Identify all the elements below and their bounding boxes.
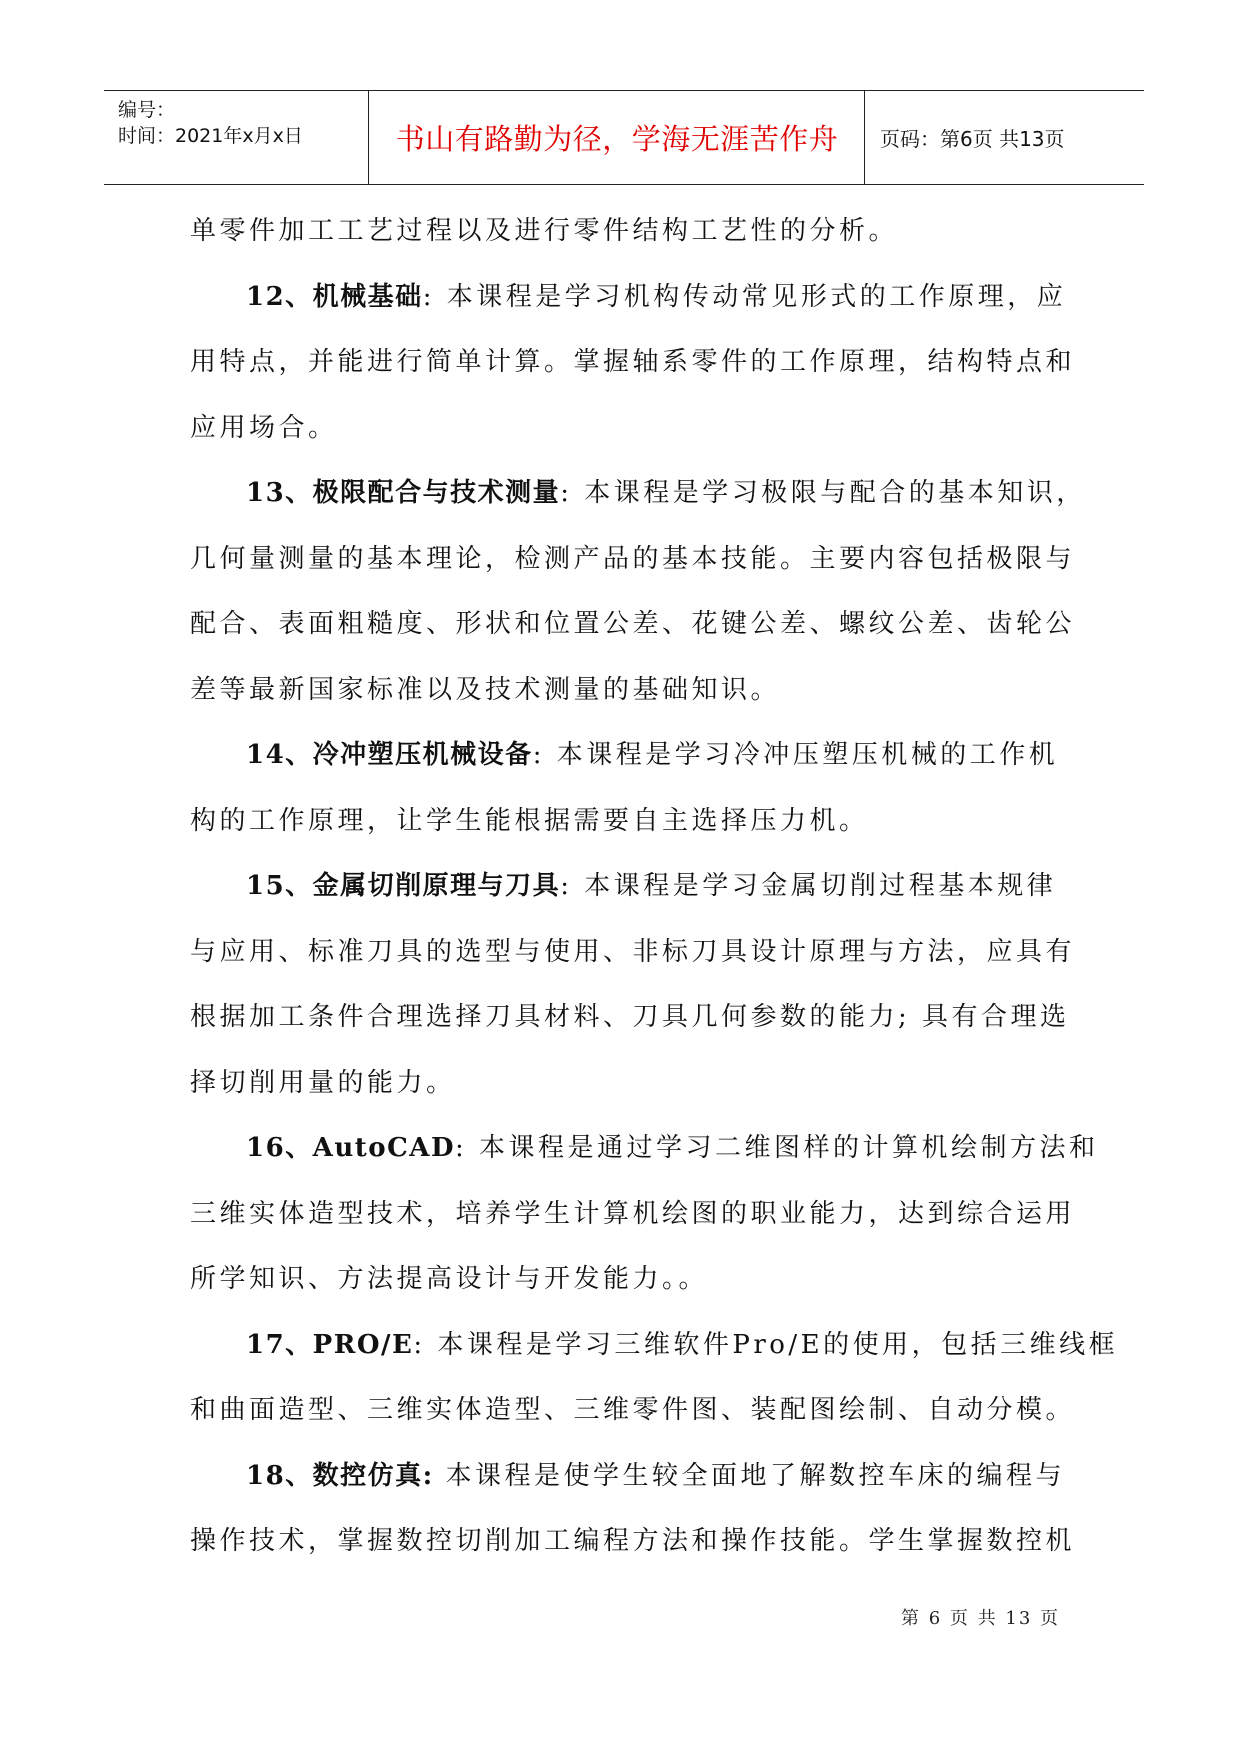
line-text: 和曲面造型、三维实体造型、三维零件图、装配图绘制、自动分模。 <box>190 1395 1076 1425</box>
text-line <box>190 1198 1076 1264</box>
text-line <box>190 805 1060 871</box>
document-time-label: 时间：2021年x月x日 <box>118 125 303 147</box>
line-text: : 本课程是学习极限与配合的基本知识， <box>560 478 1086 508</box>
header-table <box>104 90 1144 185</box>
text-line <box>190 1394 1076 1460</box>
page-footer: 第 6 页 共 13 页 <box>901 1608 1060 1629</box>
text-line <box>190 1067 1060 1133</box>
course-heading: 16、AutoCAD <box>246 1133 456 1163</box>
header-motto-cell <box>370 91 865 184</box>
line-text: 三维实体造型技术，培养学生计算机绘图的职业能力，达到综合运用 <box>190 1198 1076 1229</box>
line-text: 配合、表面粗糙度、形状和位置公差、花键公差、螺纹公差、齿轮公 <box>190 609 1076 639</box>
text-line <box>190 608 1076 674</box>
text-line <box>190 1525 1076 1591</box>
text-line <box>190 1001 1070 1067</box>
text-line <box>190 412 1060 478</box>
line-text: : 本课程是学习金属切削过程基本规律 <box>560 871 1057 901</box>
page-code-text: 页码：第6页 共13页 <box>880 127 1065 151</box>
line-text: : 本课程是学习冷冲压塑压机械的工作机 <box>532 740 1059 770</box>
course-heading: 15、金属切削原理与刀具 <box>246 871 561 901</box>
course-heading: 14、冷冲塑压机械设备 <box>246 740 533 770</box>
text-line <box>190 1460 1066 1526</box>
line-text: 根据加工条件合理选择刀具材料、刀具几何参数的能力; 具有合理选 <box>190 1002 1070 1032</box>
course-heading: 18、数控仿真: <box>246 1460 434 1491</box>
motto-text: 书山有路勤为径，学海无涯苦作舟 <box>395 122 839 156</box>
text-line <box>190 346 1076 412</box>
text-line <box>190 936 1076 1002</box>
line-text: 择切削用量的能力。 <box>190 1067 456 1098</box>
text-line <box>190 739 1060 805</box>
document-number-label: 编号： <box>118 99 176 121</box>
line-text: 与应用、标准刀具的选型与使用、非标刀具设计原理与方法，应具有 <box>190 936 1076 967</box>
text-line <box>190 215 1060 281</box>
line-text: 用特点，并能进行简单计算。掌握轴系零件的工作原理，结构特点和 <box>190 347 1076 377</box>
line-text: 单零件加工工艺过程以及进行零件结构工艺性的分析。 <box>190 216 899 246</box>
header-page-cell <box>866 91 1144 184</box>
course-heading: 12、机械基础 <box>246 281 423 312</box>
text-line <box>190 477 1086 543</box>
line-text: 差等最新国家标准以及技术测量的基础知识。 <box>190 674 781 705</box>
text-line <box>190 1329 1119 1395</box>
line-text: 几何量测量的基本理论，检测产品的基本技能。主要内容包括极限与 <box>190 543 1076 574</box>
line-text: 应用场合。 <box>190 412 338 443</box>
header-meta-cell <box>104 91 369 184</box>
text-line <box>190 1132 1099 1198</box>
text-line <box>190 674 1060 740</box>
line-text: 操作技术，掌握数控切削加工编程方法和操作技能。学生掌握数控机 <box>190 1526 1076 1556</box>
line-text: : 本课程是学习机构传动常见形式的工作原理，应 <box>422 281 1067 312</box>
course-heading: 17、PRO/E <box>246 1329 414 1360</box>
text-line <box>190 870 1060 936</box>
text-line <box>190 543 1076 609</box>
line-text: : 本课程是通过学习二维图样的计算机绘制方法和 <box>455 1133 1099 1163</box>
text-line <box>190 281 1067 347</box>
course-heading: 13、极限配合与技术测量 <box>246 478 561 508</box>
line-text: : 本课程是学习三维软件Pro/E的使用，包括三维线框 <box>413 1329 1119 1360</box>
line-text: 构的工作原理，让学生能根据需要自主选择压力机。 <box>190 805 869 836</box>
line-text: 所学知识、方法提高设计与开发能力。。 <box>190 1264 709 1294</box>
text-line <box>190 1263 1060 1329</box>
body-text <box>190 215 1119 1591</box>
line-text: 本课程是使学生较全面地了解数控车床的编程与 <box>433 1460 1066 1491</box>
